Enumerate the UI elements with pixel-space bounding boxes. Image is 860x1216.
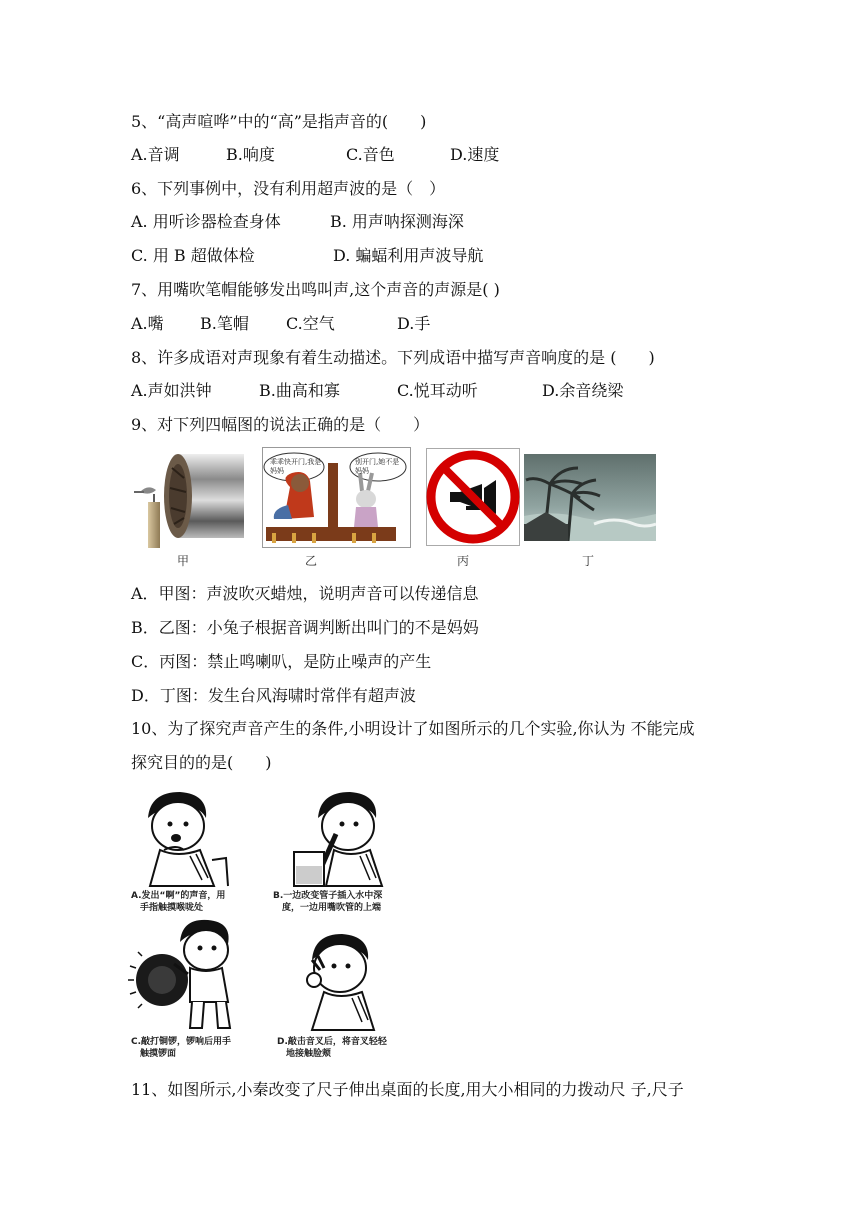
- panel-b-boy-blowing-tube: [284, 788, 394, 888]
- q8-option-b: B.曲高和寡: [259, 381, 340, 400]
- q9-option-a: A．甲图：声波吹灭蜡烛，说明声音可以传递信息: [131, 584, 479, 603]
- q9-stem: 9、对下列四幅图的说法正确的是（ ）: [131, 415, 430, 434]
- q10-stem-line2: 探究目的的是( ): [131, 753, 272, 772]
- q5-option-b: B.响度: [226, 145, 275, 164]
- q9-option-d: D．丁图：发生台风海啸时常伴有超声波: [131, 686, 416, 705]
- q6-option-d: D. 蝙蝠利用声波导航: [333, 246, 484, 265]
- q7-option-d: D.手: [397, 314, 431, 333]
- bubble-right-text: 别开门,她不是妈妈: [355, 458, 400, 475]
- q10-stem-line1: 10、为了探究声音产生的条件,小明设计了如图所示的几个实验,你认为 不能完成: [131, 719, 695, 738]
- panel-a-caption: A.发出“啊”的声音，用 手指触摸喉咙处: [131, 891, 226, 913]
- figure-bing-no-horn-sign: [426, 448, 520, 546]
- q5-option-a: A.音调: [131, 145, 180, 164]
- panel-a-boy-touching-throat: [130, 788, 240, 888]
- q6-option-a: A. 用听诊器检查身体: [131, 212, 281, 231]
- caption-yi: 乙: [305, 554, 318, 568]
- panel-d-boy-tuning-fork: [290, 930, 390, 1034]
- q8-option-d: D.余音绕梁: [542, 381, 624, 400]
- q7-option-a: A.嘴: [131, 314, 164, 333]
- caption-jia: 甲: [177, 554, 190, 568]
- q8-option-c: C.悦耳动听: [397, 381, 478, 400]
- panel-b-caption: B.一边改变管子插入水中深 度，一边用嘴吹管的上端: [273, 891, 383, 913]
- caption-bing: 丙: [457, 554, 470, 568]
- q9-option-b: B．乙图：小兔子根据音调判断出叫门的不是妈妈: [131, 618, 479, 637]
- panel-c-caption: C.敲打铜锣，锣响后用手 触摸锣面: [131, 1037, 232, 1059]
- q5-stem: 5、“高声喧哗”中的“高”是指声音的( ): [131, 112, 427, 131]
- bubble-left-text: 乖乖快开门,我是妈妈: [270, 458, 322, 475]
- panel-d-caption: D.敲击音叉后，将音叉轻轻 地接触脸颊: [277, 1037, 387, 1059]
- caption-ding: 丁: [582, 554, 595, 568]
- figure-ding-typhoon: [524, 454, 656, 541]
- q8-option-a: A.声如洪钟: [131, 381, 212, 400]
- panel-c-boy-gong: [128, 916, 248, 1034]
- q7-stem: 7、用嘴吹笔帽能够发出鸣叫声,这个声音的声源是( ): [131, 280, 500, 299]
- figure-jia-candle-speaker: [130, 448, 244, 552]
- q8-stem: 8、许多成语对声现象有着生动描述。下列成语中描写声音响度的是 ( ): [131, 348, 655, 367]
- q6-option-b: B. 用声呐探测海深: [330, 212, 464, 231]
- q11-stem: 11、如图所示,小秦改变了尺子伸出桌面的长度,用大小相同的力拨动尺 子,尺子: [131, 1080, 684, 1099]
- q7-option-b: B.笔帽: [200, 314, 249, 333]
- q6-stem: 6、下列事例中，没有利用超声波的是（ ）: [131, 179, 446, 198]
- q5-option-d: D.速度: [450, 145, 500, 164]
- q9-option-c: C．丙图：禁止鸣喇叭，是防止噪声的产生: [131, 652, 432, 671]
- q6-option-c: C. 用 B 超做体检: [131, 246, 255, 265]
- q5-option-c: C.音色: [346, 145, 395, 164]
- q7-option-c: C.空气: [286, 314, 335, 333]
